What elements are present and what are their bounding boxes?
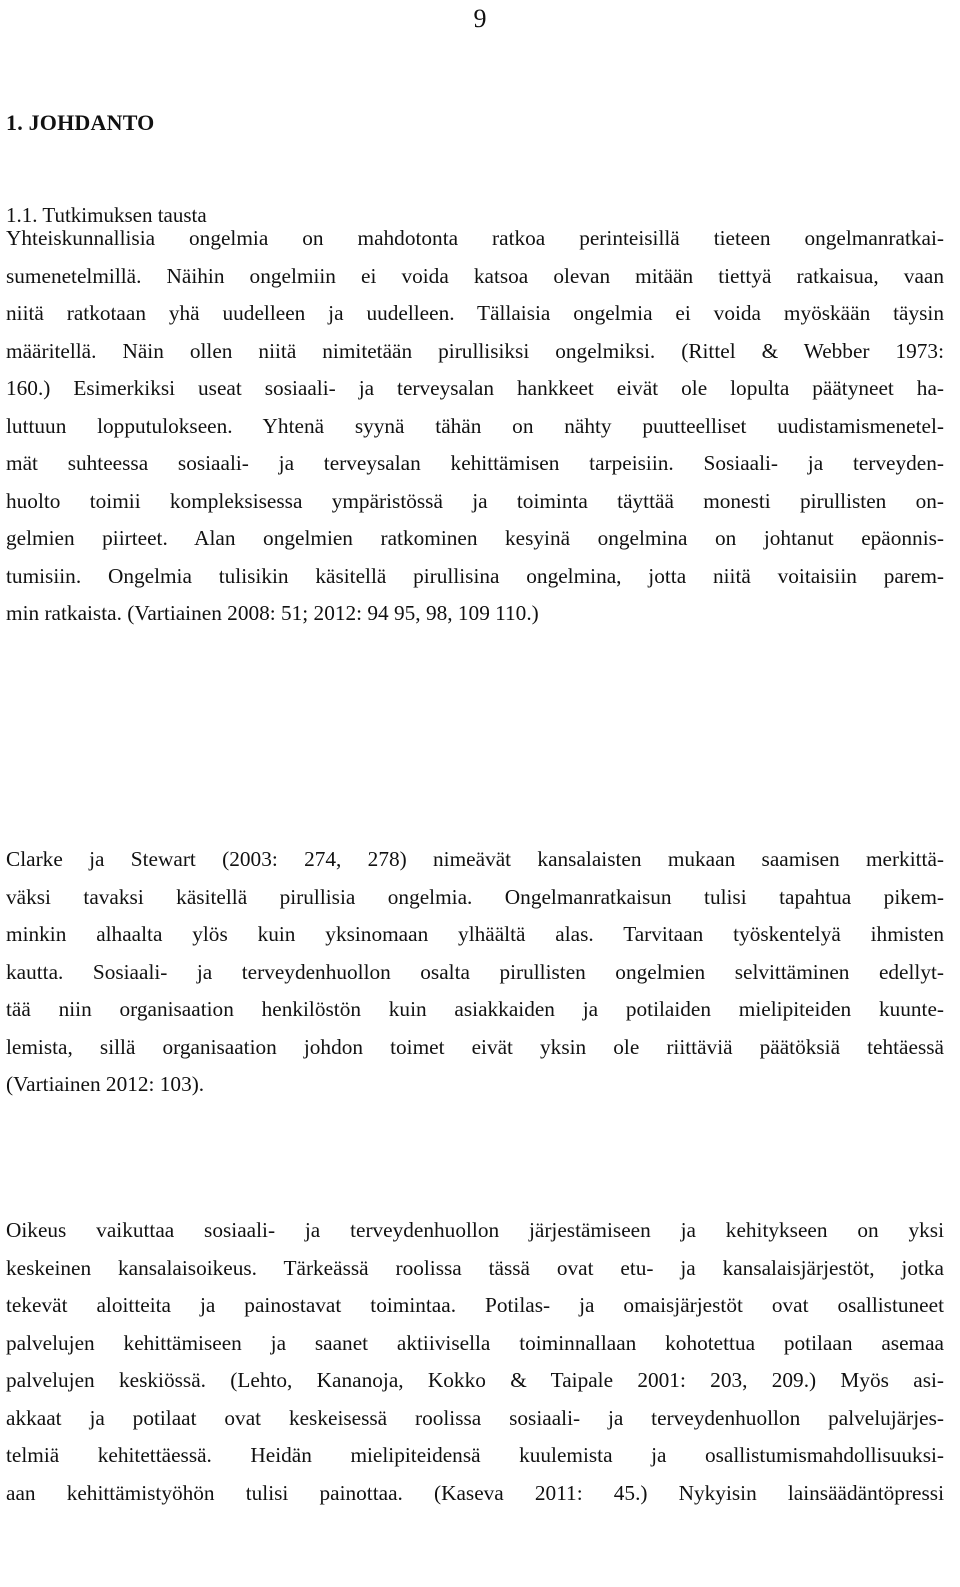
- page-number: 9: [473, 4, 487, 33]
- text-line: telmiä kehitettäessä. Heidän mielipiteidensä kuulemista ja osallistumismahdollisuuksi-: [6, 1443, 944, 1467]
- chapter-heading: 1. JOHDANTO: [6, 110, 155, 135]
- text-line: palvelujen keskiössä. (Lehto, Kananoja, Kokko & Taipale 2001: 203, 209.) Myös asi-: [6, 1368, 944, 1392]
- text-line: Oikeus vaikuttaa sosiaali- ja terveydenhuollon järjestämiseen ja kehitykseen on yksi: [6, 1218, 944, 1242]
- section-heading: 1.1. Tutkimuksen tausta: [6, 203, 207, 227]
- text-line: 160.) Esimerkiksi useat sosiaali- ja terveysalan hankkeet eivät ole lopulta päätyneet ha-: [6, 376, 944, 400]
- text-line: lemista, sillä organisaation johdon toimet eivät yksin ole riittäviä päätöksiä tehtäessä: [6, 1034, 944, 1059]
- text-line: väksi tavaksi käsitellä pirullisia ongelmia. Ongelmanratkaisun tulisi tapahtua pikem-: [6, 884, 944, 909]
- text-line: akkaat ja potilaat ovat keskeisessä roolissa sosiaali- ja terveydenhuollon palvelujärjes-: [6, 1405, 944, 1430]
- text-line: min ratkaista. (Vartiainen 2008: 51; 2012: 94 95, 98, 109 110.): [6, 601, 539, 625]
- text-line: mät suhteessa sosiaali- ja terveysalan kehittämisen tarpeisiin. Sosiaali- ja terveyden-: [6, 451, 944, 475]
- text-line: määritellä. Näin ollen niitä nimitetään pirullisiksi ongelmiksi. (Rittel & Webber 1973:: [6, 338, 944, 363]
- text-line: tää niin organisaation henkilöstön kuin asiakkaiden ja potilaiden mielipiteiden kuunte-: [6, 997, 944, 1021]
- text-line: tekevät aloitteita ja painostavat toimintaa. Potilas- ja omaisjärjestöt ovat osallistuneet: [6, 1293, 944, 1317]
- text-line: (Vartiainen 2012: 103).: [6, 1072, 205, 1096]
- text-line: tumisiin. Ongelmia tulisikin käsitellä pirullisina ongelmina, jotta niitä voitaisiin parem-: [6, 563, 944, 588]
- text-line: huolto toimii kompleksisessa ympäristössä ja toiminta täyttää monesti pirullisten on-: [6, 488, 944, 513]
- paragraph: [6, 841, 944, 1104]
- text-line: niitä ratkotaan yhä uudelleen ja uudelleen. Tällaisia ongelmia ei voida myöskään täysin: [6, 301, 944, 325]
- text-line: palvelujen kehittämiseen ja saanet aktiivisella toiminnallaan kohotettua potilaan asemaa: [6, 1330, 944, 1355]
- text-line: sumenetelmillä. Näihin ongelmiin ei voida katsoa olevan mitään tiettyä ratkaisua, vaan: [6, 263, 944, 288]
- text-line: gelmien piirteet. Alan ongelmien ratkominen kesyinä ongelmina on johtanut epäonnis-: [6, 526, 944, 550]
- text-line: kautta. Sosiaali- ja terveydenhuollon osalta pirullisten ongelmien selvittäminen edellyt-: [6, 959, 944, 984]
- paragraph: [6, 220, 944, 633]
- text-line: Clarke ja Stewart (2003: 274, 278) nimeävät kansalaisten mukaan saamisen merkittä-: [6, 847, 944, 871]
- text-line: minkin alhaalta ylös kuin yksinomaan ylhäältä alas. Tarvitaan työskentelyä ihmisten: [6, 922, 944, 946]
- text-line: keskeinen kansalaisoikeus. Tärkeässä roolissa tässä ovat etu- ja kansalaisjärjestöt, jotka: [6, 1255, 944, 1280]
- text-line: Yhteiskunnallisia ongelmia on mahdotonta ratkoa perinteisillä tieteen ongelmanratkai-: [6, 226, 944, 250]
- text-line: luttuun lopputulokseen. Yhtenä syynä tähän on nähty puutteelliset uudistamismenetel-: [6, 413, 944, 438]
- text-line: aan kehittämistyöhön tulisi painottaa. (Kaseva 2011: 45.) Nykyisin lainsäädäntöpressi: [6, 1480, 944, 1505]
- paragraph: [6, 1212, 944, 1512]
